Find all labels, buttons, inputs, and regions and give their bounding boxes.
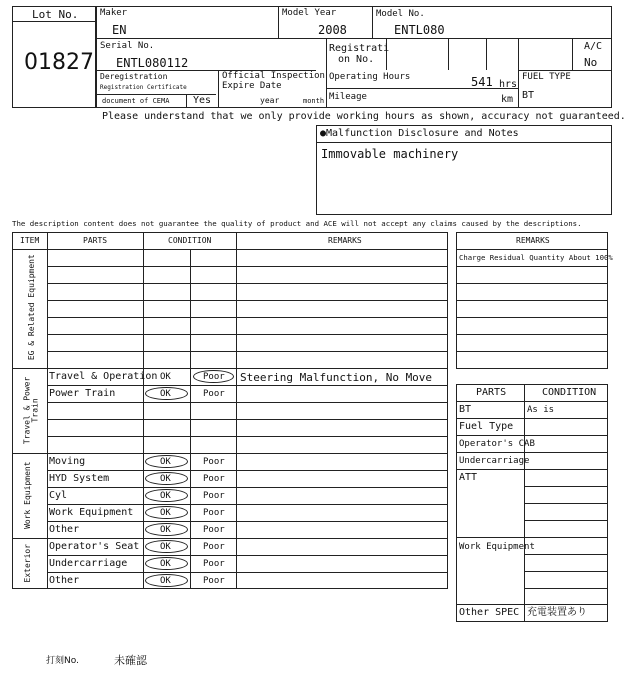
maker-label: Maker: [100, 8, 128, 18]
condition-circle-8: [145, 557, 188, 570]
year-label: year: [260, 96, 280, 105]
side-parts-header: PARTS: [476, 387, 507, 398]
inspection-label-2: Expire Date: [222, 81, 282, 91]
group-travel-power-line2: Train: [31, 398, 40, 423]
side-work-equipment-label: Work Equipment: [459, 542, 535, 552]
condition-poor-0: Poor: [203, 372, 225, 382]
hrs-unit: hrs: [499, 79, 518, 90]
registration-certificate-label: Registration Certificate: [100, 84, 187, 91]
model-no-value: ENTL080: [394, 23, 445, 37]
model-year-value: 2008: [318, 23, 347, 37]
side-bt-condition: As is: [527, 405, 555, 415]
ac-value: No: [584, 56, 598, 69]
condition-circle-0: [193, 370, 234, 383]
lot-no-label: Lot No.: [32, 8, 79, 21]
condition-poor-9: Poor: [203, 576, 225, 586]
condition-ok-4: OK: [160, 491, 171, 501]
disclaimer-text: The description content does not guarantee the quality of product and ACE will not accept any claims caused by the descriptions.: [12, 219, 582, 228]
part-travel-operation: Travel & Operation: [49, 371, 158, 382]
condition-ok-0: OK: [160, 372, 171, 382]
condition-ok-5: OK: [160, 508, 171, 518]
lot-number: 01827: [24, 50, 94, 75]
registration-label: Registrati: [329, 43, 390, 54]
side-bt-label: BT: [459, 404, 472, 415]
condition-ok-7: OK: [160, 542, 171, 552]
parts-header: PARTS: [83, 236, 108, 245]
side-att-label: ATT: [459, 472, 478, 483]
fuel-type-value: BT: [522, 90, 535, 101]
part-operators-seat: Operator's Seat: [49, 541, 140, 552]
condition-ok-8: OK: [160, 559, 171, 569]
item-header: ITEM: [20, 236, 40, 245]
deregistration-label: Deregistration: [100, 72, 168, 81]
document-cema-label: document of CEMA: [102, 97, 170, 105]
serial-no-label: Serial No.: [100, 41, 155, 51]
km-unit: km: [501, 94, 514, 105]
maker-value: EN: [112, 23, 127, 37]
condition-circle-2: [145, 455, 188, 468]
part-power-train: Power Train: [49, 388, 116, 399]
month-label: month: [303, 97, 325, 105]
model-year-label: Model Year: [282, 8, 337, 18]
side-other-spec-label: Other SPEC: [459, 607, 520, 618]
side-condition-header: CONDITION: [542, 387, 597, 398]
condition-poor-2: Poor: [203, 457, 225, 467]
remarks-header: REMARKS: [328, 236, 362, 245]
side-other-spec-value: 充電装置あり: [527, 607, 587, 618]
operating-hours-label: Operating Hours: [329, 72, 411, 82]
side-fuel-type-label: Fuel Type: [459, 421, 514, 432]
remark-travel-operation: Steering Malfunction, No Move: [240, 371, 433, 384]
condition-poor-5: Poor: [203, 508, 225, 518]
condition-header: CONDITION: [168, 236, 212, 245]
part-other-exterior: Other: [49, 575, 80, 586]
group-travel-power-line1: Travel & Power: [22, 376, 32, 445]
condition-circle-6: [145, 523, 188, 536]
part-hyd-system: HYD System: [49, 473, 110, 484]
side-operators-cab-label: Operator's CAB: [459, 439, 535, 449]
condition-circle-5: [145, 506, 188, 519]
condition-poor-1: Poor: [203, 389, 225, 399]
group-travel-power: [24, 370, 41, 450]
condition-ok-2: OK: [160, 457, 171, 467]
condition-circle-4: [145, 489, 188, 502]
part-moving: Moving: [49, 456, 86, 467]
inspection-table: [12, 232, 448, 589]
part-work-equipment: Work Equipment: [49, 507, 134, 518]
condition-poor-3: Poor: [203, 474, 225, 484]
condition-circle-9: [145, 574, 188, 587]
registration-label-2: on No.: [338, 54, 375, 65]
group-eg-related: EG & Related Equipment: [26, 254, 36, 361]
charge-residual-text: Charge Residual Quantity About 100%: [459, 253, 613, 262]
condition-ok-6: OK: [160, 525, 171, 535]
condition-ok-3: OK: [160, 474, 171, 484]
condition-ok-1: OK: [160, 389, 171, 399]
inspection-label: Official Inspection: [222, 71, 325, 81]
model-no-label: Model No.: [376, 9, 425, 19]
stamp-no-value: 未確認: [114, 654, 147, 667]
group-exterior: Exterior: [22, 543, 32, 583]
part-cyl: Cyl: [49, 490, 68, 501]
operating-hours-value: 541: [471, 75, 493, 89]
stamp-no-label: 打刻No.: [46, 656, 79, 666]
serial-no-value: ENTL080112: [116, 56, 189, 70]
fuel-type-label: FUEL TYPE: [522, 72, 571, 82]
condition-ok-9: OK: [160, 576, 171, 586]
condition-poor-8: Poor: [203, 559, 225, 569]
document-cema-value: Yes: [193, 95, 212, 106]
malfunction-title: ●Malfunction Disclosure and Notes: [320, 128, 519, 139]
group-work-equipment: Work Equipment: [22, 461, 32, 529]
mileage-label: Mileage: [329, 92, 367, 102]
condition-poor-6: Poor: [203, 525, 225, 535]
ac-label: A/C: [584, 41, 603, 52]
hours-notice: Please understand that we only provide working hours as shown, accuracy not guaranteed.: [102, 111, 626, 122]
condition-circle-7: [145, 540, 188, 553]
side-undercarriage-label: Undercarriage: [459, 456, 530, 466]
condition-circle-3: [145, 472, 188, 485]
condition-poor-4: Poor: [203, 491, 225, 501]
part-other-work: Other: [49, 524, 80, 535]
condition-circle-1: [145, 387, 188, 400]
side-remarks-header: REMARKS: [516, 236, 550, 245]
condition-poor-7: Poor: [203, 542, 225, 552]
malfunction-text: Immovable machinery: [321, 147, 459, 161]
part-undercarriage: Undercarriage: [49, 558, 128, 569]
